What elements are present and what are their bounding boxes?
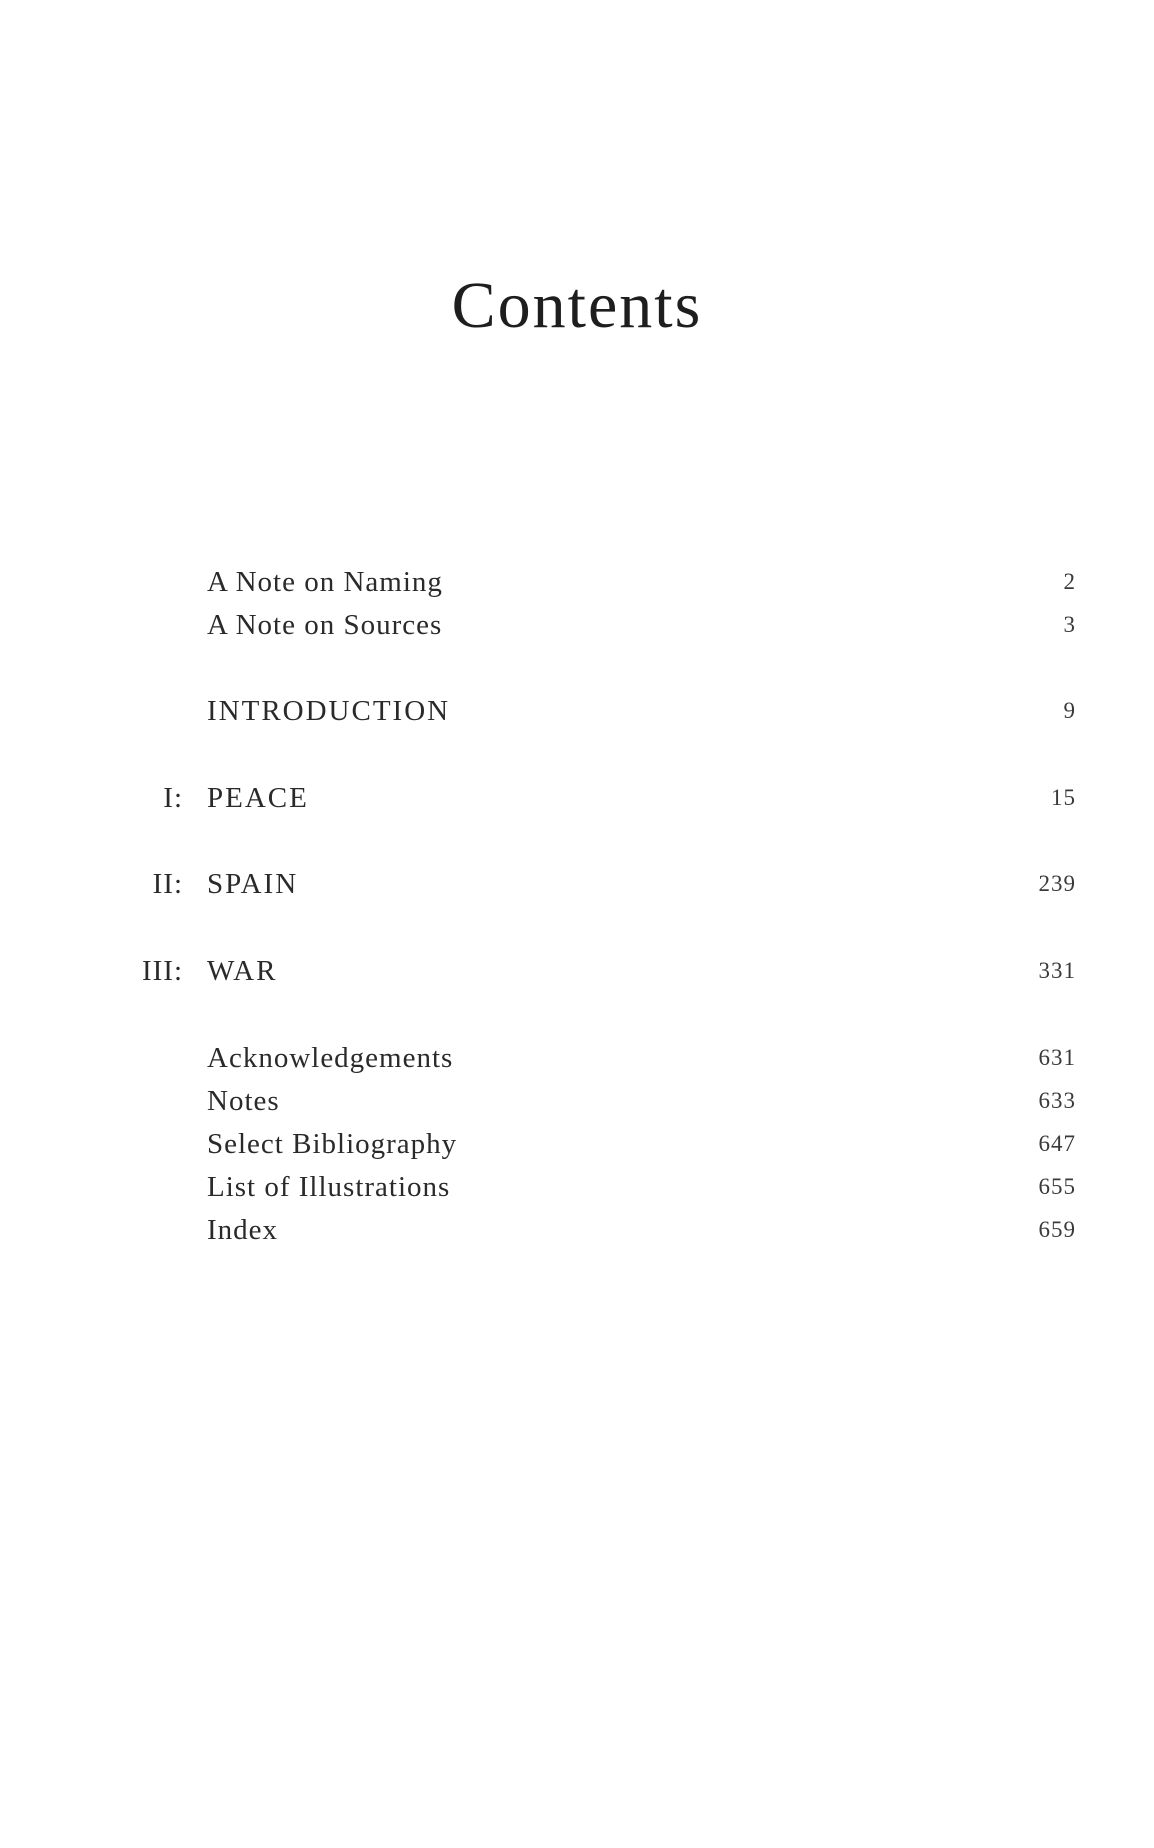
toc-entry-note-on-sources: [0, 605, 1154, 645]
toc-entry-list-of-illustrations: [0, 1167, 1154, 1207]
toc-entry-label: PEACE: [207, 782, 309, 814]
toc-entry-label: Index: [207, 1214, 279, 1246]
toc-entry-page: 239: [1038, 871, 1076, 896]
toc-entry-page: 331: [1038, 958, 1076, 983]
toc-entry-part-three: [0, 951, 1154, 991]
toc-entry-label: SPAIN: [207, 868, 299, 900]
toc-entry-page: 2: [1063, 569, 1076, 594]
toc-entry-index: [0, 1210, 1154, 1250]
toc-entry-number: III:: [141, 955, 183, 987]
toc-entry-select-bibliography: [0, 1124, 1154, 1164]
toc-entry-label: Select Bibliography: [207, 1128, 458, 1160]
toc-entry-acknowledgements: [0, 1038, 1154, 1078]
toc-entry-page: 9: [1063, 698, 1076, 723]
toc-entry-page: 3: [1063, 612, 1076, 637]
toc-entry-page: 15: [1051, 785, 1076, 810]
toc-entry-label: List of Illustrations: [207, 1171, 451, 1203]
toc-entry-label: A Note on Sources: [207, 609, 443, 641]
toc-entry-page: 633: [1038, 1088, 1076, 1113]
toc-entry-number: I:: [163, 782, 183, 814]
toc-entry-page: 655: [1038, 1174, 1076, 1199]
toc-entry-label: WAR: [207, 955, 278, 987]
toc-entry-part-one: [0, 778, 1154, 818]
toc-entry-label: INTRODUCTION: [207, 695, 451, 727]
toc-entry-notes: [0, 1081, 1154, 1121]
toc-entry-part-two: [0, 864, 1154, 904]
toc-entry-page: 647: [1038, 1131, 1076, 1156]
toc-entry-page: 659: [1038, 1217, 1076, 1242]
toc-entry-label: Notes: [207, 1085, 280, 1117]
toc-entry-label: Acknowledgements: [207, 1042, 454, 1074]
toc-entry-page: 631: [1038, 1045, 1076, 1070]
toc-entry-note-on-naming: [0, 562, 1154, 602]
toc-entry-label: A Note on Naming: [207, 566, 443, 598]
toc-entry-introduction: [0, 691, 1154, 731]
page-title: Contents: [451, 269, 703, 342]
toc-entry-number: II:: [152, 868, 183, 900]
